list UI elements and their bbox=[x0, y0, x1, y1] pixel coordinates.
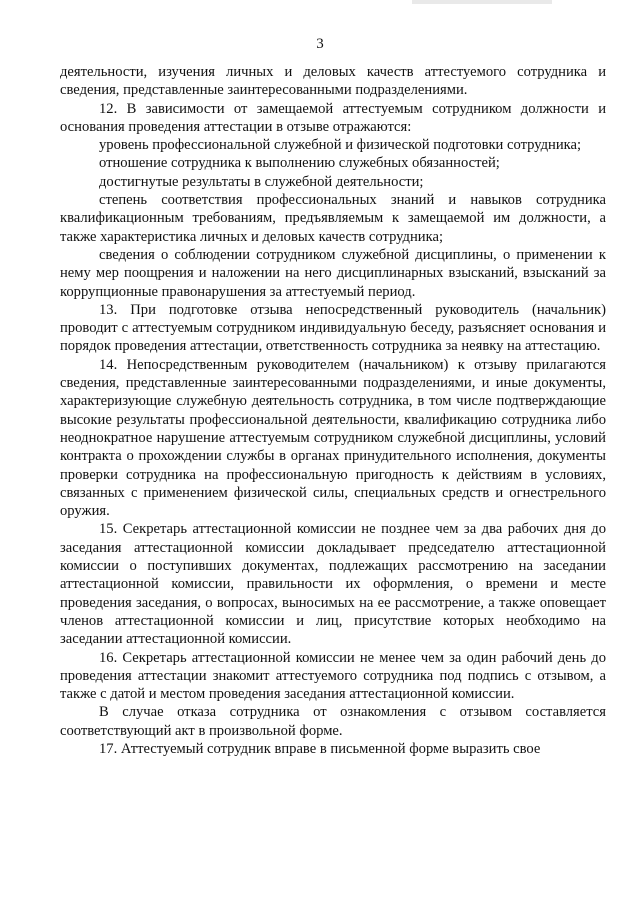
paragraph-13: 13. При подготовке отзыва непосредственный руководитель (начальник) проводит с аттестуемым сотрудником индивидуальную беседу, разъясняет основания и порядок проведения аттестации, ответственность сотрудника за неявку на аттестацию. bbox=[60, 301, 606, 355]
list-item-achieved-results: достигнутые результаты в служебной деятельности; bbox=[99, 173, 424, 190]
paragraph-refusal-act: В случае отказа сотрудника от ознакомления с отзывом составляется соответствующий акт в произвольной форме. bbox=[60, 704, 606, 739]
paragraph-16: 16. Секретарь аттестационной комиссии не менее чем за один рабочий день до проведения аттестации знакомит аттестуемого сотрудника под подпись с отзывом, а также с датой и местом проведения заседания аттестационной комиссии. bbox=[60, 649, 606, 703]
paragraph-12: 12. В зависимости от замещаемой аттестуемым сотрудником должности и основания проведения аттестации в отзыве отражаются: bbox=[60, 100, 606, 135]
document-body bbox=[60, 63, 606, 758]
paragraph-17: 17. Аттестуемый сотрудник вправе в письменной форме выразить свое bbox=[99, 740, 541, 757]
page-number: 3 bbox=[316, 36, 324, 52]
list-item-qualification-compliance: степень соответствия профессиональных знаний и навыков сотрудника квалификационным требованиям, предъявляемым к замещаемой им должности, а также характеристика личных и деловых качеств сотрудника; bbox=[60, 192, 606, 245]
list-item-training-level: уровень профессиональной служебной и физической подготовки сотрудника; bbox=[99, 137, 582, 154]
list-item-discipline-information: сведения о соблюдении сотрудником служебной дисциплины, о применении к нему мер поощрения и наложении на него дисциплинарных взысканий, взысканий за коррупционные правонарушения за аттестуемый период. bbox=[60, 246, 606, 300]
paragraph-15: 15. Секретарь аттестационной комиссии не позднее чем за два рабочих дня до заседания аттестационной комиссии докладывает председателю аттестационной комиссии о поступивших документах, подлежащих рассмотрению на заседании аттестационной комиссии, правильности их оформления, о времени и месте проведения заседания, о вопросах, выносимых на ее рассмотрение, а также оповещает членов аттестационной комиссии и лиц, присутствие которых необходимо на заседании аттестационной комиссии. bbox=[60, 521, 606, 648]
paragraph-14: 14. Непосредственным руководителем (начальником) к отзыву прилагаются сведения, представленные заинтересованными подразделениями, и иные документы, характеризующие служебную деятельность сотрудника, в том числе подтверждающие высокие результаты профессиональной деятельности, квалификацию сотрудника либо неоднократное нарушение аттестуемым сотрудником служебной дисциплины, условий контракта о прохождении службы в органах принудительного исполнения, документы проверки сотрудника на профессиональную пригодность к действиям в условиях, связанных с применением физической силы, специальных средств и огнестрельного оружия. bbox=[60, 356, 606, 520]
list-item-duty-attitude: отношение сотрудника к выполнению служебных обязанностей; bbox=[99, 155, 500, 172]
paragraph-continuation: деятельности, изучения личных и деловых качеств аттестуемого сотрудника и сведения, представленные заинтересованными подразделениями. bbox=[60, 64, 606, 99]
scan-artifact bbox=[412, 0, 552, 4]
